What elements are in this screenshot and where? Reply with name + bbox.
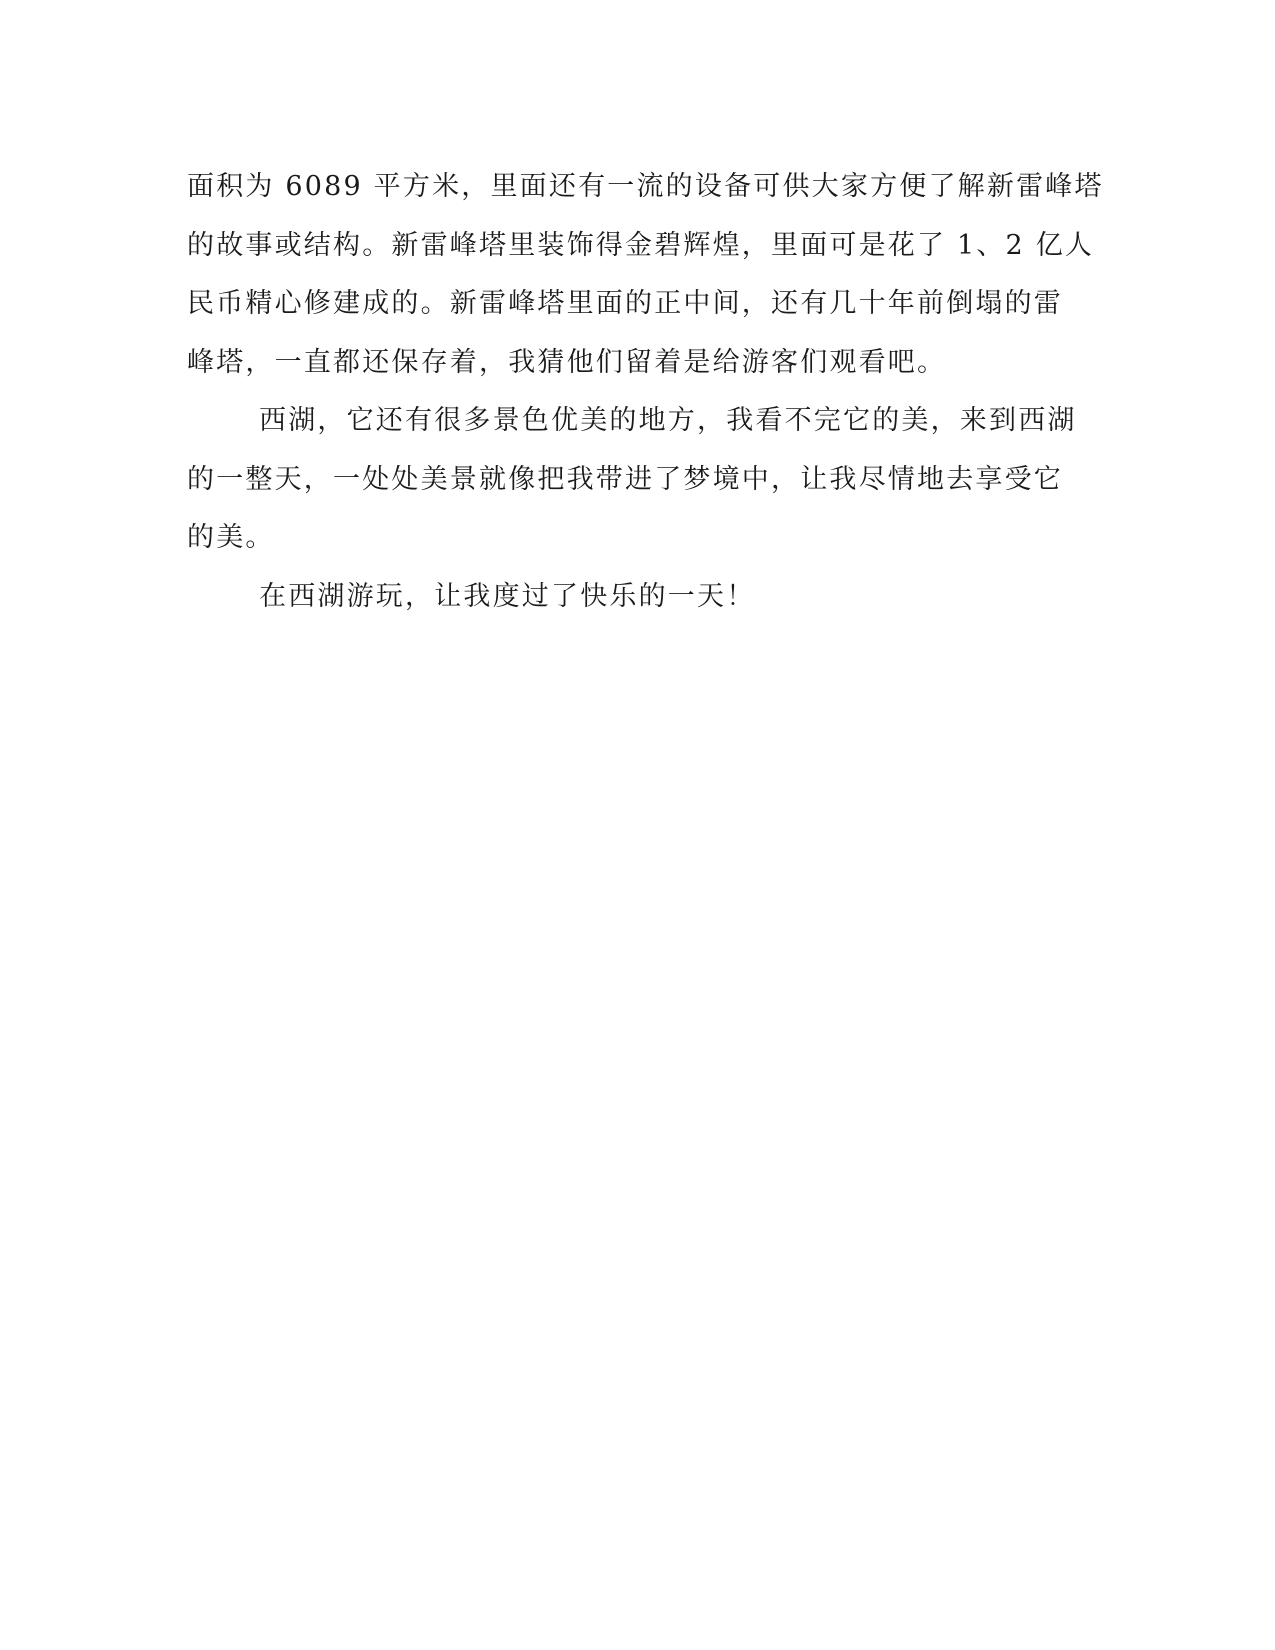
paragraph-conclusion: [187, 568, 1067, 627]
paragraph-scenery: [187, 392, 1077, 568]
paragraph-continued: [187, 158, 1104, 392]
paragraph-line: 的故事或结构。新雷峰塔里装饰得金碧辉煌，里面可是花了 1、2 亿人: [187, 229, 1095, 261]
paragraph-line: 面积为 6089 平方米，里面还有一流的设备可供大家方便了解新雷峰塔: [187, 171, 1104, 202]
paragraph-line: 西湖，它还有很多景色优美的地方，我看不完它的美，来到西湖: [259, 405, 1077, 436]
paragraph-line: 民币精心修建成的。新雷峰塔里面的正中间，还有几十年前倒塌的雷: [187, 288, 1063, 319]
paragraph-line: 的一整天，一处处美景就像把我带进了梦境中，让我尽情地去享受它: [187, 463, 1063, 495]
paragraph-line: 的美。: [187, 522, 275, 553]
paragraph-line: 在西湖游玩，让我度过了快乐的一天！: [259, 580, 756, 612]
paragraph-line: 峰塔，一直都还保存着，我猜他们留着是给游客们观看吧。: [187, 346, 947, 378]
document-body: [187, 158, 1104, 626]
